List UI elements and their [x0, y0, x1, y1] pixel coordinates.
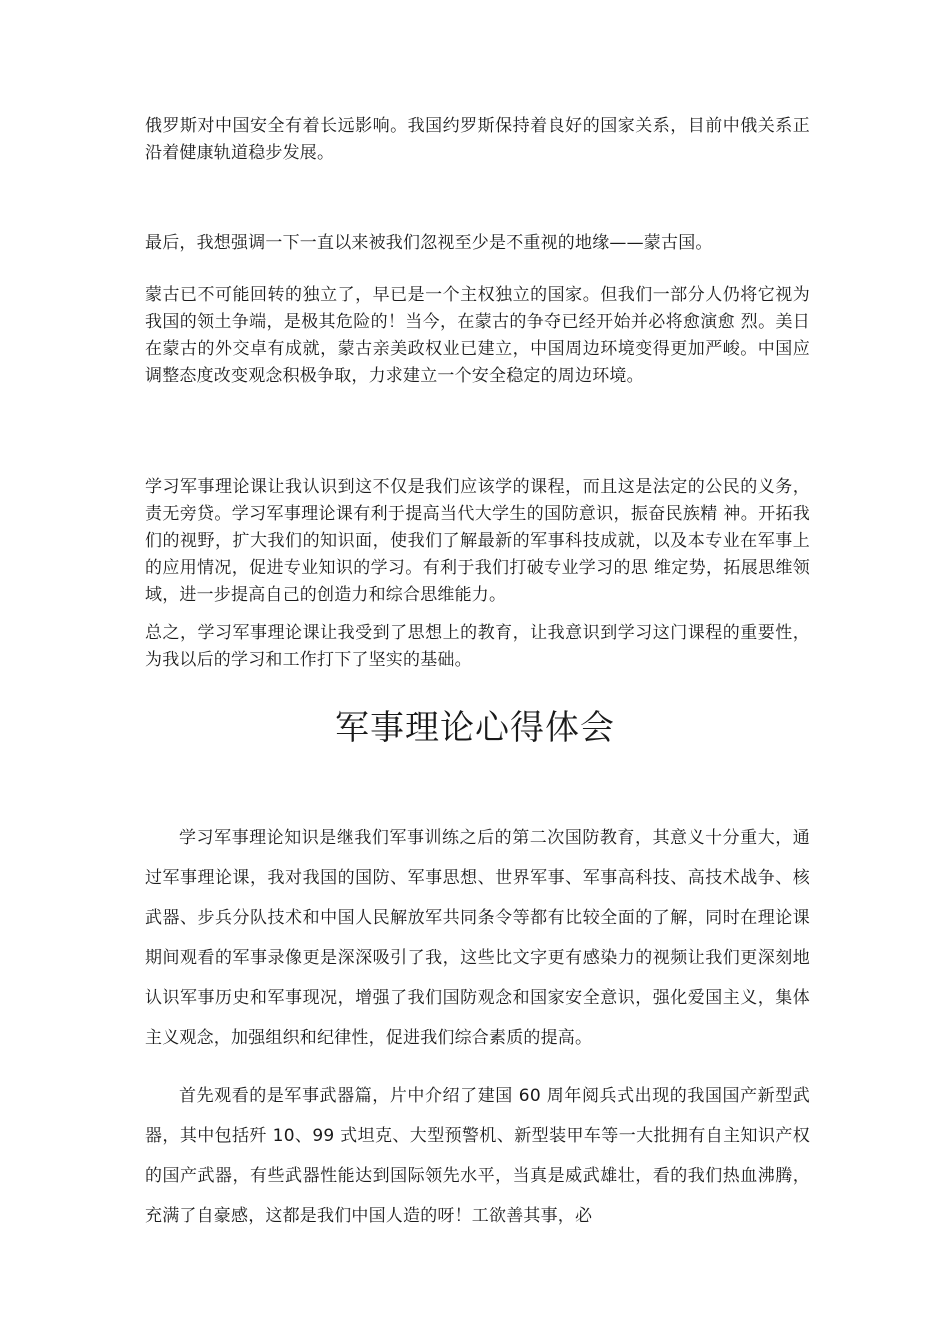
paragraph-course-significance: 学习军事理论课让我认识到这不仅是我们应该学的课程，而且这是法定的公民的义务，责无旁贷。学习军事理论课有利于提高当代大学生的国防意识，振奋民族精 神。开拓我们的视野，扩大我们的知识面，使我们了解最新的军事科技成就，以及本专业在军事上的应用情况，促进专业知识的学习。有利于我们打破专业学习的思 维定势，拓展思维领域，进一步提高自己的创造力和综合思维能力。: [145, 477, 810, 605]
paragraph-mongolia-detail: 蒙古已不可能回转的独立了，早已是一个主权独立的国家。但我们一部分人仍将它视为我国的领土争端，是极其危险的！当今，在蒙古的争夺已经开始并必将愈演愈 烈。美日在蒙古的外交卓有成就，蒙古亲美政权业已建立，中国周边环境变得更加严峻。中国应调整态度改变观念积极争取，力求建立一个安全稳定的周边环境。: [145, 285, 810, 386]
document-title: 军事理论心得体会: [335, 708, 615, 748]
paragraph-summary: 总之，学习军事理论课让我受到了思想上的教育，让我意识到学习这门课程的重要性，为我以后的学习和工作打下了坚实的基础。: [145, 623, 810, 670]
paragraph-weapons-film: 首先观看的是军事武器篇，片中介绍了建国 60 周年阅兵式出现的我国国产新型武器，其中包括歼 10、99 式坦克、大型预警机、新型装甲车等一大批拥有自主知识产权的国产武器，有些武器性能达到国际领先水平，当真是威武雄壮，看的我们热血沸腾，充满了自豪感，这都是我们中国人造的呀！工欲善其事，必: [145, 1086, 810, 1226]
paragraph-theory-knowledge: 学习军事理论知识是继我们军事训练之后的第二次国防教育，其意义十分重大，通过军事理论课，我对我国的国防、军事思想、世界军事、军事高科技、高技术战争、核武器、步兵分队技术和中国人民解放军共同条令等都有比较全面的了解，同时在理论课期间观看的军事录像更是深深吸引了我，这些比文字更有感染力的视频让我们更深刻地认识军事历史和军事现况，增强了我们国防观念和国家安全意识，强化爱国主义，集体主义观念，加强组织和纪律性，促进我们综合素质的提高。: [145, 828, 810, 1048]
paragraph-russia-relations: 俄罗斯对中国安全有着长远影响。我国约罗斯保持着良好的国家关系，目前中俄关系正沿着健康轨道稳步发展。: [145, 116, 810, 163]
paragraph-mongolia-intro: 最后，我想强调一下一直以来被我们忽视至少是不重视的地缘——蒙古国。: [145, 233, 713, 253]
